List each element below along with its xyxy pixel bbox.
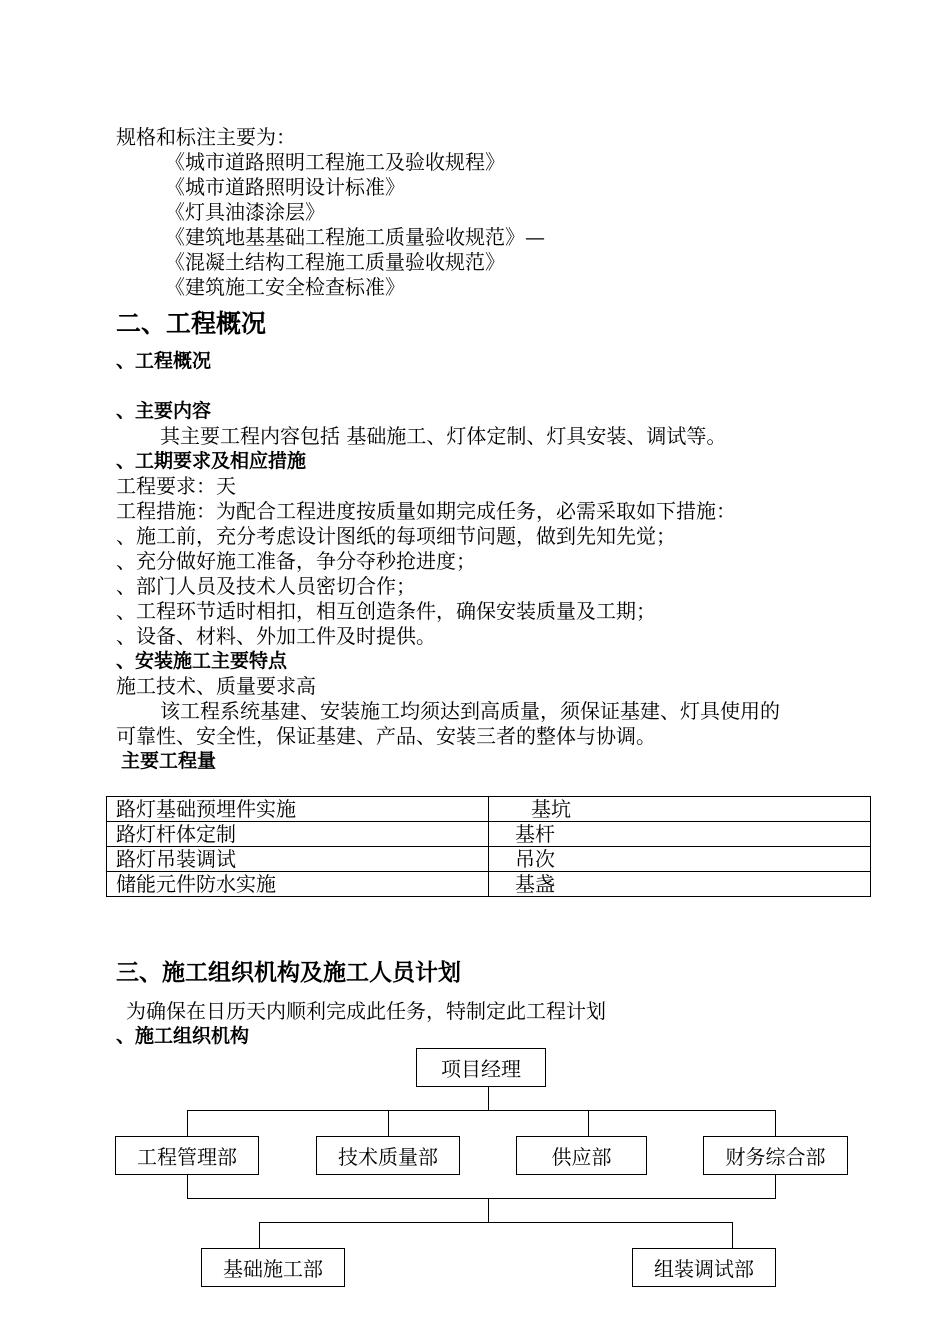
quantity-table bbox=[106, 796, 871, 897]
section2-sub1: 、工程概况 bbox=[116, 350, 212, 372]
section2-sub4: 、安装施工主要特点 bbox=[116, 650, 288, 672]
connector-line bbox=[388, 1110, 389, 1137]
standard-item: 《建筑地基基础工程施工质量验收规范》— bbox=[165, 225, 545, 249]
connector-line bbox=[187, 1110, 188, 1137]
table-cell-item: 储能元件防水实施 bbox=[107, 872, 489, 897]
table-cell-unit: 基杆 bbox=[489, 822, 871, 847]
feature-paragraph-line1: 该工程系统基建、安装施工均须达到高质量，须保证基建、灯具使用的 bbox=[160, 699, 780, 723]
connector-line bbox=[588, 1110, 589, 1137]
table-row bbox=[107, 872, 871, 897]
measures-intro: 工程措施：为配合工程进度按质量如期完成任务，必需采取如下措施： bbox=[116, 499, 736, 523]
table-cell-item: 路灯吊装调试 bbox=[107, 847, 489, 872]
feature-text: 施工技术、质量要求高 bbox=[116, 674, 316, 698]
measure-item: 、施工前，充分考虑设计图纸的每项细节问题，做到先知先觉； bbox=[116, 524, 676, 548]
standard-item: 《建筑施工安全检查标准》 bbox=[165, 275, 405, 299]
section2-sub2: 、主要内容 bbox=[116, 400, 212, 422]
connector-line bbox=[775, 1110, 776, 1137]
connector-line bbox=[775, 1174, 776, 1199]
org-box-foundation-dept: 基础施工部 bbox=[201, 1248, 345, 1287]
table-cell-unit: 基坑 bbox=[489, 797, 871, 822]
standard-item: 《城市道路照明工程施工及验收规程》 bbox=[165, 150, 505, 174]
table-cell-item: 路灯杆体定制 bbox=[107, 822, 489, 847]
standard-item: 《灯具油漆涂层》 bbox=[165, 200, 325, 224]
table-row bbox=[107, 822, 871, 847]
measure-item: 、部门人员及技术人员密切合作； bbox=[116, 574, 416, 598]
org-box-project-manager: 项目经理 bbox=[416, 1048, 546, 1087]
connector-line bbox=[732, 1222, 733, 1249]
table-cell-item: 路灯基础预埋件实施 bbox=[107, 797, 489, 822]
standard-item: 《城市道路照明设计标准》 bbox=[165, 175, 405, 199]
table-cell-unit: 吊次 bbox=[489, 847, 871, 872]
connector-line bbox=[187, 1110, 775, 1111]
table-cell-unit: 基盏 bbox=[489, 872, 871, 897]
feature-paragraph-line2: 可靠性、安全性，保证基建、产品、安装三者的整体与协调。 bbox=[116, 724, 656, 748]
connector-line bbox=[488, 1198, 489, 1223]
org-box-finance-dept: 财务综合部 bbox=[703, 1136, 848, 1175]
main-content-text: 其主要工程内容包括 基础施工、灯体定制、灯具安装、调试等。 bbox=[160, 424, 727, 448]
section2-sub3: 、工期要求及相应措施 bbox=[116, 450, 307, 472]
org-box-tech-quality-dept: 技术质量部 bbox=[316, 1136, 460, 1175]
section2-title: 二、工程概况 bbox=[116, 309, 267, 338]
org-box-supply-dept: 供应部 bbox=[516, 1136, 647, 1175]
quantity-title: 主要工程量 bbox=[121, 750, 217, 772]
measure-item: 、充分做好施工准备，争分夺秒抢进度； bbox=[116, 549, 476, 573]
standard-item: 《混凝土结构工程施工质量验收规范》 bbox=[165, 250, 505, 274]
table-row bbox=[107, 847, 871, 872]
table-row bbox=[107, 797, 871, 822]
connector-line bbox=[187, 1174, 188, 1199]
connector-line bbox=[259, 1222, 260, 1249]
org-box-assembly-dept: 组装调试部 bbox=[632, 1248, 776, 1287]
measure-item: 、设备、材料、外加工件及时提供。 bbox=[116, 624, 436, 648]
section3-intro: 为确保在日历天内顺利完成此任务，特制定此工程计划 bbox=[126, 999, 606, 1023]
section3-title: 三、施工组织机构及施工人员计划 bbox=[116, 960, 461, 986]
connector-line bbox=[187, 1198, 776, 1199]
standards-intro: 规格和标注主要为： bbox=[116, 125, 296, 149]
org-box-engineering-dept: 工程管理部 bbox=[115, 1136, 259, 1175]
requirement-text: 工程要求：天 bbox=[116, 474, 236, 498]
connector-line bbox=[488, 1086, 489, 1111]
section3-sub1: 、施工组织机构 bbox=[116, 1025, 250, 1047]
connector-line bbox=[259, 1222, 733, 1223]
measure-item: 、工程环节适时相扣，相互创造条件，确保安装质量及工期； bbox=[116, 599, 656, 623]
